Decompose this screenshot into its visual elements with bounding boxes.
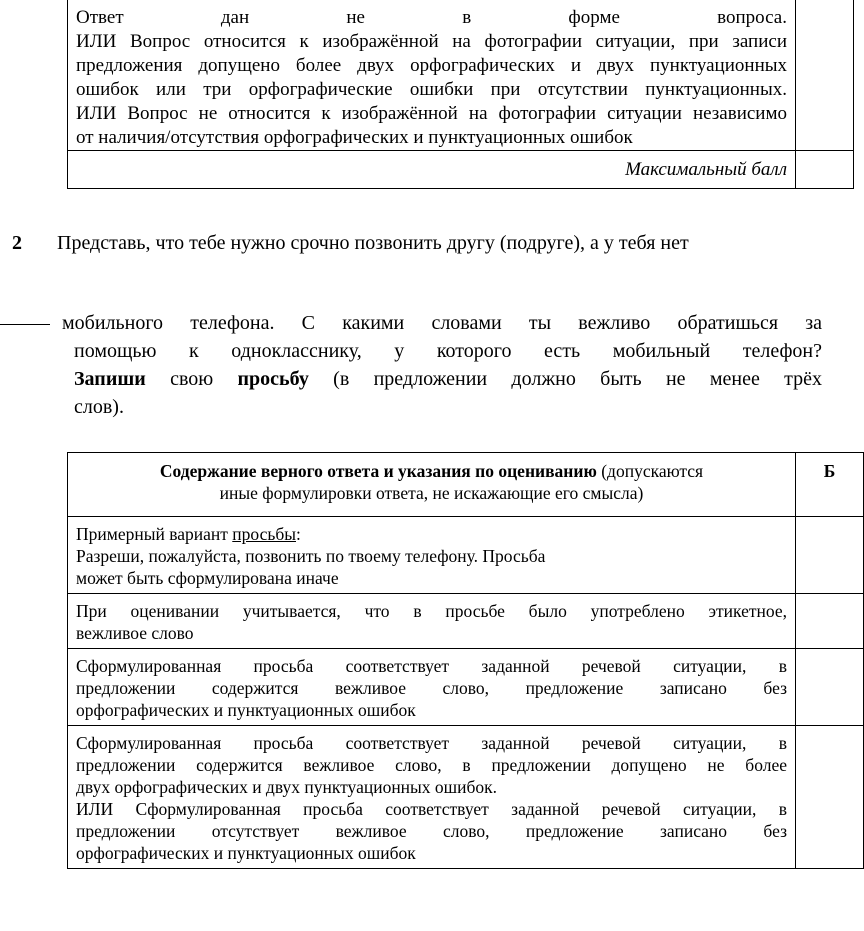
header-bold: Содержание верного ответа и указания по оцениванию bbox=[159, 461, 597, 481]
bold-write: Запиши bbox=[74, 368, 146, 390]
sample-line-1 bbox=[76, 523, 787, 545]
text-line: Сформулированная просьба соответствует заданной речевой ситуации, в bbox=[76, 733, 787, 753]
text-line: орфографических и пунктуационных ошибок bbox=[76, 843, 416, 863]
note-cell bbox=[68, 594, 796, 649]
text-line: Сформулированная просьба соответствует заданной речевой ситуации, в bbox=[76, 656, 787, 676]
criteria-cell-zero bbox=[68, 0, 796, 151]
text-fragment: (в предложении должно быть не менее трёх bbox=[308, 368, 822, 390]
text-line: двух орфографических и двух пунктуационных ошибок. bbox=[76, 777, 498, 797]
text-line: ИЛИ Сформулированная просьба соответствует заданной речевой ситуации, в bbox=[76, 799, 787, 819]
question-number: 2 bbox=[12, 232, 22, 254]
question-body bbox=[62, 309, 822, 421]
text-line: ошибок или три орфографические ошибки при отсутствии пунктуационных. bbox=[76, 79, 787, 100]
score-cell bbox=[796, 517, 864, 594]
score-cell bbox=[796, 726, 864, 869]
text-fragment: свою bbox=[145, 368, 238, 390]
question-line-5: слов). bbox=[74, 396, 124, 418]
text-line: ИЛИ Вопрос относится к изображённой на фотографии ситуации, при записи bbox=[76, 31, 787, 52]
bold-request: просьбу bbox=[237, 368, 309, 390]
text-fragment: : bbox=[296, 524, 301, 544]
text-line: от наличия/отсутствия орфографических и пунктуационных ошибок bbox=[76, 127, 633, 148]
max-score-label: Максимальный балл bbox=[68, 151, 796, 189]
max-score-value-cell bbox=[796, 151, 854, 189]
sample-line-2: Разреши, пожалуйста, позвонить по твоему телефону. Просьба bbox=[76, 546, 546, 566]
sample-line-3: может быть сформулирована иначе bbox=[76, 568, 339, 588]
criterion-cell-2 bbox=[68, 649, 796, 726]
header-score-label: Б bbox=[823, 461, 836, 481]
text-line: предложения допущено более двух орфографических и двух пунктуационных bbox=[76, 55, 787, 76]
sample-answer-cell bbox=[68, 517, 796, 594]
note-line-1: При оценивании учитывается, что в просьбе было употреблено этикетное, bbox=[76, 601, 787, 621]
criteria-table-bottom bbox=[67, 452, 864, 869]
text-line: ИЛИ Вопрос не относится к изображённой на фотографии ситуации независимо bbox=[76, 103, 787, 124]
header-normal: (допускаются bbox=[596, 461, 704, 481]
question-line-2: мобильного телефона. С какими словами ты вежливо обратишься за bbox=[62, 312, 822, 334]
header-score-col bbox=[796, 453, 864, 517]
text-line: орфографических и пунктуационных ошибок bbox=[76, 700, 416, 720]
note-line-2: вежливое слово bbox=[76, 623, 194, 643]
score-cell bbox=[796, 649, 864, 726]
question-line-4 bbox=[62, 365, 822, 393]
question-line-3: помощью к однокласснику, у которого есть мобильный телефон? bbox=[74, 340, 822, 362]
criteria-table-top bbox=[67, 0, 854, 189]
table-header bbox=[68, 453, 796, 517]
criterion-cell-1 bbox=[68, 726, 796, 869]
text-line: предложении содержится вежливое слово, в предложении допущено не более bbox=[76, 755, 787, 775]
answer-blank-line bbox=[0, 324, 50, 325]
score-cell bbox=[796, 594, 864, 649]
text-fragment: Примерный вариант bbox=[76, 524, 233, 544]
header-line-1 bbox=[160, 461, 703, 481]
score-cell bbox=[796, 0, 854, 151]
underlined-word: просьбы bbox=[232, 524, 296, 544]
text-line: предложении отсутствует вежливое слово, предложение записано без bbox=[76, 821, 787, 841]
header-line-2: иные формулировки ответа, не искажающие его смысла) bbox=[219, 483, 644, 503]
question-line-1: Представь, что тебе нужно срочно позвонить другу (подруге), а у тебя нет bbox=[57, 232, 689, 254]
text-line: Ответ дан не в форме вопроса. bbox=[76, 7, 787, 28]
text-line: предложении содержится вежливое слово, предложение записано без bbox=[76, 678, 787, 698]
